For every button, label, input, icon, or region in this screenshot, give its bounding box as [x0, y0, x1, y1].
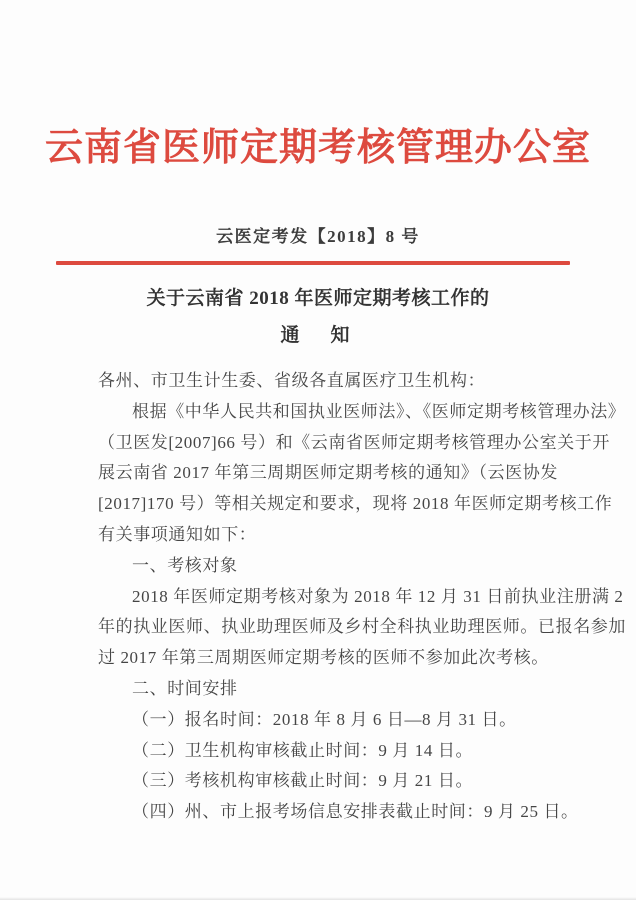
- document-body: [98, 366, 626, 828]
- document-number: 云医定考发【2018】8 号: [216, 227, 420, 246]
- paragraph-line: （卫医发[2007]66 号）和《云南省医师定期考核管理办公室关于开: [98, 432, 610, 452]
- red-divider-line: [56, 261, 570, 265]
- list-item: （一）报名时间：2018 年 8 月 6 日—8 月 31 日。: [132, 709, 517, 729]
- paragraph-line: 年的执业医师、执业助理医师及乡村全科执业助理医师。已报名参加: [98, 617, 626, 637]
- list-item: （二）卫生机构审核截止时间：9 月 14 日。: [132, 740, 474, 760]
- list-item: （四）州、市上报考场信息安排表截止时间：9 月 25 日。: [132, 802, 579, 822]
- paragraph-line: 展云南省 2017 年第三周期医师定期考核的通知》（云医协发: [98, 463, 558, 483]
- paragraph-line: 有关事项通知如下：: [98, 524, 257, 544]
- salutation: 各州、市卫生计生委、省级各直属医疗卫生机构：: [98, 371, 486, 390]
- paragraph-line: 过 2017 年第三周期医师定期考核的医师不参加此次考核。: [98, 648, 549, 668]
- section1-heading: 一、考核对象: [132, 555, 238, 575]
- paragraph-line: 根据《中华人民共和国执业医师法》、《医师定期考核管理办法》: [132, 401, 626, 421]
- paragraph-line: 2018 年医师定期考核对象为 2018 年 12 月 31 日前执业注册满 2: [132, 586, 624, 606]
- document-title-line2: 通 知: [280, 325, 356, 346]
- issuing-office-title: 云南省医师定期考核管理办公室: [44, 127, 591, 169]
- list-item: （三）考核机构审核截止时间：9 月 21 日。: [132, 771, 474, 791]
- document-title-line1: 关于云南省 2018 年医师定期考核工作的: [146, 288, 490, 309]
- paragraph-line: [2017]170 号）等相关规定和要求，现将 2018 年医师定期考核工作: [98, 494, 613, 514]
- section2-heading: 二、时间安排: [132, 678, 238, 698]
